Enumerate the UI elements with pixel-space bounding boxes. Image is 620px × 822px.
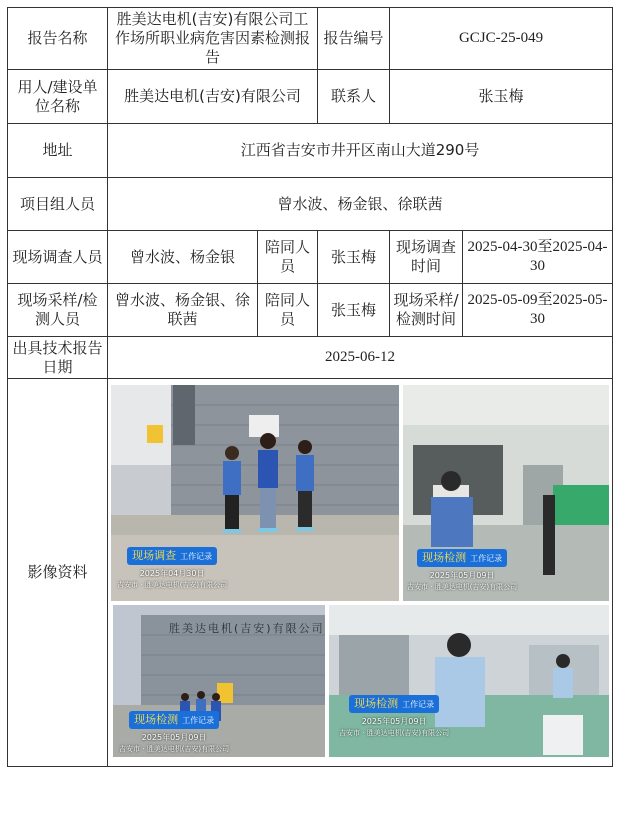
sampling-staff-value: 曾水波、杨金银、徐联茜 bbox=[108, 284, 258, 337]
watermark-sub: 工作记录 bbox=[182, 715, 215, 725]
team-label: 项目组人员 bbox=[8, 178, 108, 231]
watermark-tag: 现场检测 bbox=[134, 712, 179, 726]
watermark-location: 吉安市 · 胜美达电机(吉安)有限公司 bbox=[339, 728, 450, 737]
watermark-date: 2025年04月30日 bbox=[139, 568, 205, 578]
survey-photo-watermark bbox=[117, 545, 227, 590]
report-no-label: 报告编号 bbox=[318, 8, 390, 70]
report-no-value: GCJC-25-049 bbox=[390, 8, 613, 70]
production-line-photo bbox=[329, 605, 609, 757]
survey-escort-value: 张玉梅 bbox=[318, 231, 390, 284]
watermark-sub: 工作记录 bbox=[470, 553, 503, 563]
survey-staff-value: 曾水波、杨金银 bbox=[108, 231, 258, 284]
watermark-date: 2025年05月09日 bbox=[361, 716, 427, 726]
watermark-tag: 现场检测 bbox=[422, 550, 467, 564]
survey-escort-label: 陪同人员 bbox=[258, 231, 318, 284]
contact-value: 张玉梅 bbox=[390, 70, 613, 124]
lab-testing-photo bbox=[403, 385, 609, 601]
sampling-escort-value: 张玉梅 bbox=[318, 284, 390, 337]
survey-time-label: 现场调查时间 bbox=[390, 231, 463, 284]
survey-photo bbox=[111, 385, 399, 601]
report-name-value: 胜美达电机(吉安)有限公司工作场所职业病危害因素检测报告 bbox=[108, 8, 318, 70]
survey-time-value: 2025-04-30至2025-04-30 bbox=[463, 231, 613, 284]
watermark-location: 吉安市 · 胜美达电机(吉安)有限公司 bbox=[117, 580, 228, 589]
media-label: 影像资料 bbox=[8, 379, 108, 767]
media-cell bbox=[108, 379, 613, 767]
photo-grid bbox=[109, 381, 611, 765]
sampling-escort-label: 陪同人员 bbox=[258, 284, 318, 337]
sampling-time-value: 2025-05-09至2025-05-30 bbox=[463, 284, 613, 337]
sampling-group-photo bbox=[113, 605, 325, 757]
watermark-date: 2025年05月09日 bbox=[141, 732, 207, 742]
sampling-group-photo-watermark bbox=[119, 709, 229, 754]
report-info-table bbox=[7, 7, 613, 767]
watermark-date: 2025年05月09日 bbox=[429, 570, 495, 580]
sampling-time-label: 现场采样/检测时间 bbox=[390, 284, 463, 337]
issue-date-label: 出具技术报告日期 bbox=[8, 337, 108, 379]
watermark-tag: 现场调查 bbox=[132, 548, 177, 562]
sampling-staff-label: 现场采样/检测人员 bbox=[8, 284, 108, 337]
production-line-photo-watermark bbox=[339, 693, 449, 738]
address-value: 江西省吉安市井开区南山大道290号 bbox=[108, 124, 613, 178]
lab-testing-photo-watermark bbox=[407, 547, 517, 592]
contact-label: 联系人 bbox=[318, 70, 390, 124]
watermark-sub: 工作记录 bbox=[402, 699, 435, 709]
watermark-tag: 现场检测 bbox=[354, 696, 399, 710]
survey-staff-label: 现场调查人员 bbox=[8, 231, 108, 284]
building-sign-text: 胜美达电机(吉安)有限公司 bbox=[169, 621, 325, 635]
report-name-label: 报告名称 bbox=[8, 8, 108, 70]
team-value: 曾水波、杨金银、徐联茜 bbox=[108, 178, 613, 231]
employer-label: 用人/建设单位名称 bbox=[8, 70, 108, 124]
issue-date-value: 2025-06-12 bbox=[108, 337, 613, 379]
watermark-location: 吉安市 · 胜美达电机(吉安)有限公司 bbox=[119, 744, 230, 753]
address-label: 地址 bbox=[8, 124, 108, 178]
employer-value: 胜美达电机(吉安)有限公司 bbox=[108, 70, 318, 124]
watermark-location: 吉安市 · 胜美达电机(吉安)有限公司 bbox=[407, 582, 518, 591]
watermark-sub: 工作记录 bbox=[180, 551, 213, 561]
